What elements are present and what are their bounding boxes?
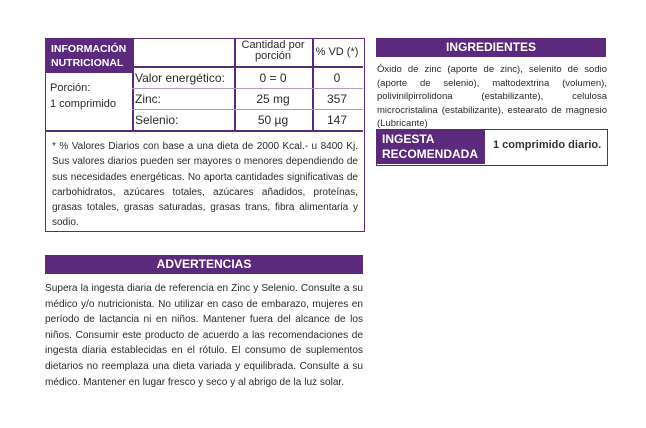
grid-line bbox=[46, 130, 363, 132]
nutrition-header: INFORMACIÓN NUTRICIONAL bbox=[46, 39, 132, 73]
grid-line bbox=[132, 109, 363, 110]
warnings-text: Supera la ingesta diaria de referencia en Zinc y Selenio. Consulte a su médico y/o nutricionista. No utilizar en caso de embarazo, mujeres en período de lactancia ni en niños. Mantener fuera del alcance de los niños. Consumir este producto de acuerdo a las recomendaciones de ingesta diaria establecidas en el rótulo. El consumo de suplementos dietarios no reemplaza una dieta variada y equilibrada. Consulte a su médico. Mantener en lugar fresco y seco y al abrigo de la luz solar. bbox=[45, 283, 363, 388]
grid-line bbox=[132, 39, 134, 131]
ingesta-box bbox=[376, 129, 608, 166]
grid-line bbox=[234, 39, 236, 131]
column-quantity: Cantidad por porción bbox=[241, 39, 305, 62]
grid-line bbox=[312, 39, 314, 131]
row-energy-vd: 0 bbox=[333, 71, 341, 85]
ingredients-text: Óxido de zinc (aporte de zinc), selenito de sodio (aporte de selenio), maltodextrina (volumen), polivinilpirrolidona (estabilizante), celulosa microcristalina (estabilizante), estearato de magnesio (Lubricante) bbox=[377, 64, 607, 129]
row-zinc-label: Zinc: bbox=[135, 92, 162, 106]
row-selenium-vd: 147 bbox=[326, 113, 348, 127]
row-zinc-vd: 357 bbox=[326, 92, 348, 106]
nutrition-footnote: * % Valores Diarios con base a una dieta de 2000 Kcal.- u 8400 Kj. Sus valores diarios pueden ser mayores o menores dependiendo de sus necesidades energéticas. No aporta cantidades significativas de carbohidratos, azúcares totales, azúcares añadidos, proteínas, grasas totales, grasas saturadas, grasas trans, fibra alimentaria y sodio. bbox=[52, 141, 358, 229]
row-energy-label: Valor energético: bbox=[135, 71, 225, 85]
row-energy-quantity: 0 = 0 bbox=[259, 71, 287, 85]
ingesta-value: 1 comprimido diario. bbox=[493, 139, 602, 151]
portion-value: 1 comprimido bbox=[50, 98, 117, 110]
warnings-title: ADVERTENCIAS bbox=[45, 255, 363, 274]
row-zinc-quantity: 25 mg bbox=[256, 92, 290, 106]
row-selenium-quantity: 50 µg bbox=[257, 113, 289, 127]
grid-line bbox=[132, 66, 363, 68]
column-vd: % VD (*) bbox=[315, 46, 359, 58]
row-selenium-label: Selenio: bbox=[135, 113, 179, 127]
nutrition-table bbox=[45, 38, 365, 232]
grid-line bbox=[132, 88, 363, 89]
ingredients-title: INGREDIENTES bbox=[376, 38, 606, 57]
portion-label: Porción: bbox=[50, 82, 91, 94]
ingesta-title: INGESTA RECOMENDADA bbox=[377, 130, 485, 164]
